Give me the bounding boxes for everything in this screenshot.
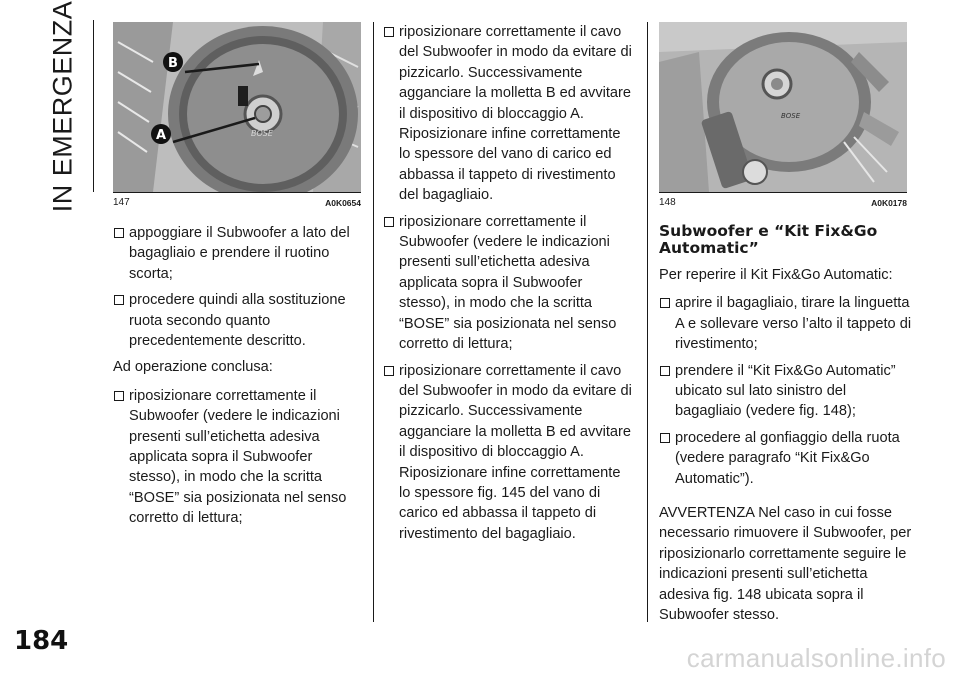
figure-number: 147 <box>113 196 130 208</box>
svg-text:BOSE: BOSE <box>251 129 273 138</box>
instruction-list <box>383 22 635 544</box>
column-divider <box>647 22 648 622</box>
figure-code: A0K0178 <box>871 197 907 208</box>
paragraph: Ad operazione conclusa: <box>113 359 273 376</box>
list-item: aprire il bagagliaio, tirare la linguetta A e sollevare verso l’alto il tappeto di rivestimento; <box>659 293 915 354</box>
column-2 <box>383 22 635 550</box>
figure-147-image <box>113 22 361 192</box>
subwoofer-spare-wheel-illustration <box>113 22 361 192</box>
svg-text:A: A <box>155 128 167 143</box>
watermark: carmanualsonline.info <box>686 643 946 673</box>
figure-caption <box>113 192 361 211</box>
section-heading: Subwoofer e “Kit Fix&Go Automatic” <box>659 222 878 257</box>
svg-text:B: B <box>168 56 178 71</box>
page-number: 184 <box>14 626 69 656</box>
figure-caption <box>659 192 907 211</box>
instruction-list <box>659 293 915 489</box>
figure-number: 148 <box>659 196 676 208</box>
column-divider <box>373 22 374 622</box>
list-item: riposizionare correttamente il cavo del Subwoofer in modo da evitare di pizzicarlo. Successivamente agganciare la molletta B ed avvitare il dispositivo di bloccaggio A. Riposizionare infine correttamente lo spessore del vano di carico ed abbassa il tappeto di rivestimento del bagagliaio. <box>383 22 635 206</box>
list-item: riposizionare correttamente il cavo del Subwoofer in modo da evitare di pizzicarlo. Successivamente agganciare la molletta B ed avvitare il dispositivo di bloccaggio A. Riposizionare infine correttamente lo spessore fig. 145 del vano di carico ed abbassa il tappeto di rivestimento del bagagliaio. <box>383 361 635 545</box>
list-item: appoggiare il Subwoofer a lato del bagagliaio e prendere il ruotino scorta; <box>113 223 363 284</box>
column-1 <box>113 22 363 535</box>
instruction-list <box>113 223 363 351</box>
section-tab-rule <box>93 20 94 192</box>
list-item: prendere il “Kit Fix&Go Automatic” ubicato sul lato sinistro del bagagliaio (vedere fig. 148); <box>659 361 915 422</box>
section-tab: IN EMERGENZA <box>47 0 78 212</box>
figure-code: A0K0654 <box>325 197 361 208</box>
svg-text:BOSE: BOSE <box>781 112 801 120</box>
paragraph: Per reperire il Kit Fix&Go Automatic: <box>659 267 893 283</box>
list-item: riposizionare correttamente il Subwoofer (vedere le indicazioni presenti sull’etichetta adesiva applicata sopra il Subwoofer stesso), in modo che la scritta “BOSE” sia posizionata nel senso corretto di lettura; <box>113 386 363 529</box>
instruction-list <box>113 386 363 529</box>
trunk-subwoofer-kit-illustration <box>659 22 907 192</box>
figure-148-image <box>659 22 907 192</box>
list-item: riposizionare correttamente il Subwoofer (vedere le indicazioni presenti sull’etichetta adesiva applicata sopra il Subwoofer stesso), in modo che la scritta “BOSE” sia posizionata nel senso corretto di lettura; <box>383 212 635 355</box>
warning-note: AVVERTENZA Nel caso in cui fosse necessario rimuovere il Subwoofer, per riposizionarlo correttamente seguire le indicazioni presenti sull’etichetta adesiva fig. 148 ubicata sopra il Subwoofer stesso. <box>659 505 912 624</box>
list-item: procedere al gonfiaggio della ruota (vedere paragrafo “Kit Fix&Go Automatic”). <box>659 428 915 489</box>
column-3 <box>659 22 915 634</box>
list-item: procedere quindi alla sostituzione ruota secondo quanto precedentemente descritto. <box>113 290 363 351</box>
